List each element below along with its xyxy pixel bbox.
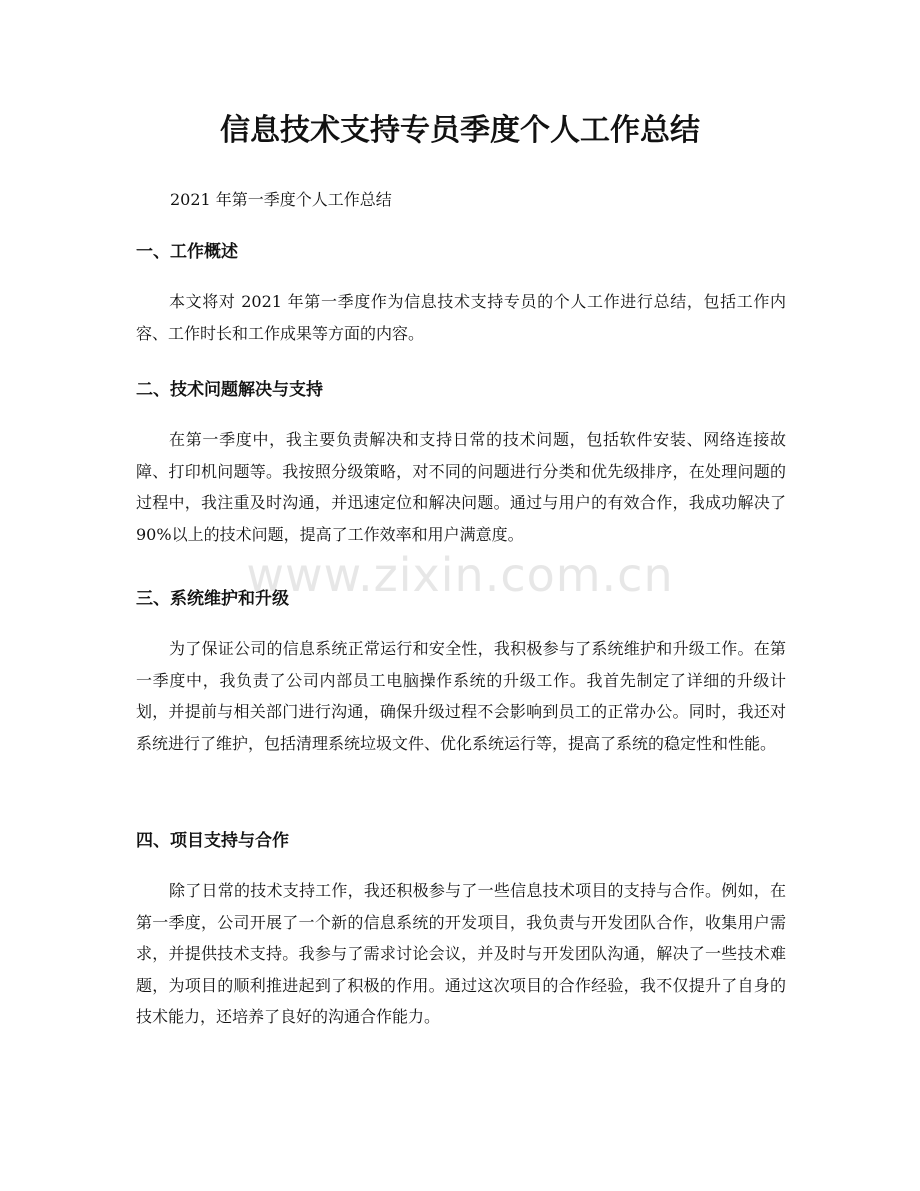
section-heading-overview: 一、工作概述 [136, 242, 238, 262]
section-paragraph-system-maintenance: 为了保证公司的信息系统正常运行和安全性，我积极参与了系统维护和升级工作。在第一季度中，我负责了公司内部员工电脑操作系统的升级工作。我首先制定了详细的升级计划，并提前与相关部门进行沟通，确保升级过程不会影响到员工的正常办公。同时，我还对系统进行了维护，包括清理系统垃圾文件、优化系统运行等，提高了系统的稳定性和性能。 [136, 639, 786, 753]
section-paragraph-tech-support: 在第一季度中，我主要负责解决和支持日常的技术问题，包括软件安装、网络连接故障、打印机问题等。我按照分级策略，对不同的问题进行分类和优先级排序，在处理问题的过程中，我注重及时沟通，并迅速定位和解决问题。通过与用户的有效合作，我成功解决了 90%以上的技术问题，提高了工作效率和用户满意度。 [136, 430, 786, 544]
section-paragraph-overview: 本文将对 2021 年第一季度作为信息技术支持专员的个人工作进行总结，包括工作内容、工作时长和工作成果等方面的内容。 [136, 292, 786, 343]
document-title: 信息技术支持专员季度个人工作总结 [220, 113, 700, 148]
section-heading-system-maintenance: 三、系统维护和升级 [136, 589, 289, 609]
watermark: www.zixin.com.cn [246, 548, 674, 602]
section-heading-tech-support: 二、技术问题解决与支持 [136, 380, 323, 400]
section-paragraph-project-support: 除了日常的技术支持工作，我还积极参与了一些信息技术项目的支持与合作。例如，在第一季度，公司开展了一个新的信息系统的开发项目，我负责与开发团队合作，收集用户需求，并提供技术支持。我参与了需求讨论会议，并及时与开发团队沟通，解决了一些技术难题，为项目的顺利推进起到了积极的作用。通过这次项目的合作经验，我不仅提升了自身的技术能力，还培养了良好的沟通合作能力。 [136, 881, 786, 1026]
document-subtitle: 2021 年第一季度个人工作总结 [170, 190, 392, 209]
section-heading-project-support: 四、项目支持与合作 [136, 831, 289, 851]
